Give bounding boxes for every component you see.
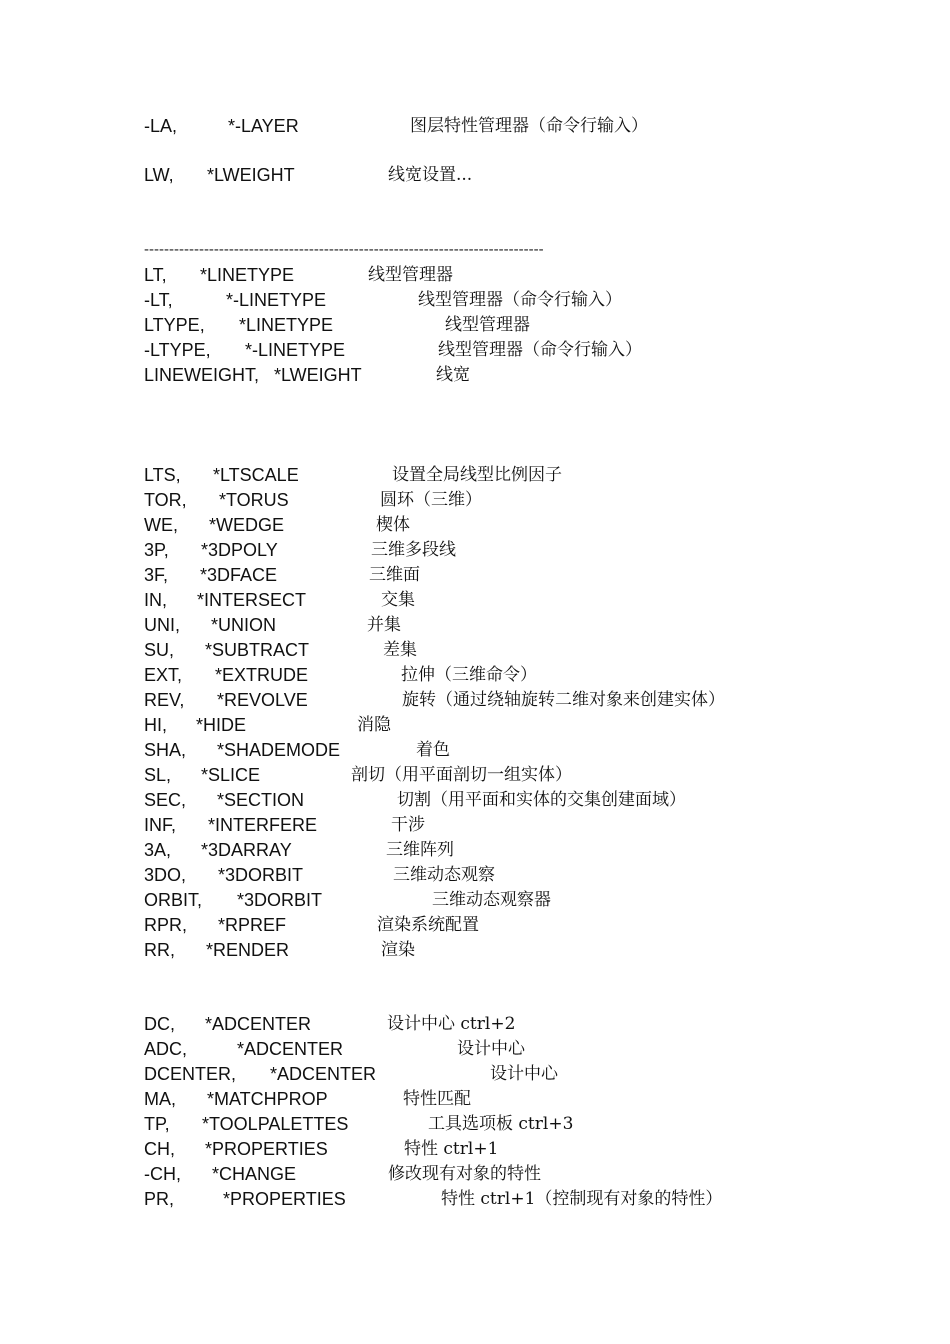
command-alias: 3DO, xyxy=(144,865,187,885)
command-alias: IN, xyxy=(144,590,168,610)
command-alias: WE, xyxy=(144,515,178,535)
command-description: 设计中心 ctrl+2 xyxy=(387,1014,516,1034)
command-row xyxy=(0,888,950,912)
command-description: 干涉 xyxy=(391,815,425,835)
command-description: 三维多段线 xyxy=(371,540,456,560)
command-alias: REV, xyxy=(144,690,185,710)
command-description: 线型管理器 xyxy=(368,265,453,285)
command-name: *RENDER xyxy=(206,940,290,960)
command-description: 设计中心 xyxy=(490,1064,558,1084)
command-name: *3DORBIT xyxy=(218,865,304,885)
command-alias: 3A, xyxy=(144,840,172,860)
command-description: 工具选项板 ctrl+3 xyxy=(428,1114,574,1134)
command-name: *LWEIGHT xyxy=(274,365,362,385)
command-alias: SU, xyxy=(144,640,175,660)
command-row xyxy=(0,738,950,762)
command-description: 差集 xyxy=(383,640,417,660)
command-row xyxy=(0,838,950,862)
command-name: *LINETYPE xyxy=(239,315,334,335)
command-row xyxy=(0,613,950,637)
command-description: 三维动态观察器 xyxy=(432,890,551,910)
command-alias: LW, xyxy=(144,165,174,185)
command-row xyxy=(0,1012,950,1036)
command-alias: ORBIT, xyxy=(144,890,203,910)
command-name: *HIDE xyxy=(196,715,247,735)
command-description: 楔体 xyxy=(376,515,410,535)
command-name: *-LINETYPE xyxy=(226,290,327,310)
command-alias: -LT, xyxy=(144,290,173,310)
command-row xyxy=(0,114,950,138)
command-description: 剖切（用平面剖切一组实体） xyxy=(351,765,572,785)
command-name: *PROPERTIES xyxy=(223,1189,346,1209)
command-row xyxy=(0,913,950,937)
command-name: *SHADEMODE xyxy=(217,740,341,760)
command-name: *3DFACE xyxy=(200,565,278,585)
command-row xyxy=(0,1162,950,1186)
command-row xyxy=(0,638,950,662)
command-row xyxy=(0,263,950,287)
command-alias: ADC, xyxy=(144,1039,188,1059)
command-row xyxy=(0,938,950,962)
command-alias: DCENTER, xyxy=(144,1064,237,1084)
command-name: *TORUS xyxy=(219,490,289,510)
command-row xyxy=(0,563,950,587)
command-description: 渲染 xyxy=(381,940,415,960)
command-row xyxy=(0,1187,950,1211)
command-alias: LTS, xyxy=(144,465,181,485)
command-row xyxy=(0,863,950,887)
command-row xyxy=(0,663,950,687)
command-description: 三维动态观察 xyxy=(393,865,495,885)
command-name: *REVOLVE xyxy=(217,690,308,710)
command-name: *INTERFERE xyxy=(208,815,318,835)
command-description: 消隐 xyxy=(357,715,391,735)
command-row xyxy=(0,288,950,312)
command-alias: UNI, xyxy=(144,615,180,635)
command-description: 图层特性管理器（命令行输入） xyxy=(410,116,648,136)
command-name: *SECTION xyxy=(217,790,305,810)
command-description: 并集 xyxy=(367,615,401,635)
command-alias: RPR, xyxy=(144,915,188,935)
command-row xyxy=(0,363,950,387)
command-name: *WEDGE xyxy=(209,515,285,535)
command-name: *LTSCALE xyxy=(213,465,299,485)
command-row xyxy=(0,1087,950,1111)
command-alias: PR, xyxy=(144,1189,175,1209)
command-description: 线宽设置... xyxy=(388,165,473,185)
command-name: *LWEIGHT xyxy=(207,165,295,185)
command-description: 设计中心 xyxy=(457,1039,525,1059)
command-row xyxy=(0,1037,950,1061)
command-name: *-LINETYPE xyxy=(245,340,346,360)
command-alias: SL, xyxy=(144,765,172,785)
command-description: 设置全局线型比例因子 xyxy=(392,465,562,485)
command-name: *TOOLPALETTES xyxy=(202,1114,349,1134)
command-alias: CH, xyxy=(144,1139,175,1159)
command-description: 线型管理器 xyxy=(445,315,530,335)
command-description: 特性 ctrl+1（控制现有对象的特性） xyxy=(441,1189,723,1209)
command-description: 切割（用平面和实体的交集创建面域） xyxy=(397,790,686,810)
command-row xyxy=(0,1137,950,1161)
command-row xyxy=(0,513,950,537)
command-description: 拉伸（三维命令） xyxy=(401,665,537,685)
command-alias: TP, xyxy=(144,1114,170,1134)
command-name: *SUBTRACT xyxy=(205,640,310,660)
command-name: *CHANGE xyxy=(212,1164,297,1184)
command-alias: TOR, xyxy=(144,490,187,510)
command-row xyxy=(0,1062,950,1086)
command-description: 圆环（三维） xyxy=(380,490,482,510)
command-alias: DC, xyxy=(144,1014,175,1034)
command-description: 交集 xyxy=(381,590,415,610)
command-name: *INTERSECT xyxy=(197,590,307,610)
command-alias: EXT, xyxy=(144,665,183,685)
command-row xyxy=(0,788,950,812)
command-description: 线型管理器（命令行输入） xyxy=(438,340,642,360)
command-row xyxy=(0,688,950,712)
command-name: *RPREF xyxy=(218,915,287,935)
command-description: 特性匹配 xyxy=(403,1089,471,1109)
command-row xyxy=(0,813,950,837)
command-row xyxy=(0,313,950,337)
command-alias: 3F, xyxy=(144,565,169,585)
command-alias: 3P, xyxy=(144,540,169,560)
command-row xyxy=(0,538,950,562)
separator-line: -------------------------------------------------------------------------------- xyxy=(144,241,544,258)
command-name: *-LAYER xyxy=(228,116,299,136)
command-alias: SHA, xyxy=(144,740,187,760)
command-alias: LINEWEIGHT, xyxy=(144,365,260,385)
command-name: *SLICE xyxy=(201,765,261,785)
command-name: *3DORBIT xyxy=(237,890,323,910)
command-alias: -LA, xyxy=(144,116,178,136)
command-row xyxy=(0,488,950,512)
command-name: *3DARRAY xyxy=(201,840,292,860)
command-name: *PROPERTIES xyxy=(205,1139,328,1159)
command-name: *ADCENTER xyxy=(237,1039,344,1059)
command-name: *MATCHPROP xyxy=(207,1089,328,1109)
command-row xyxy=(0,713,950,737)
command-alias: RR, xyxy=(144,940,175,960)
command-alias: INF, xyxy=(144,815,177,835)
command-description: 线型管理器（命令行输入） xyxy=(418,290,622,310)
command-row xyxy=(0,163,950,187)
command-description: 修改现有对象的特性 xyxy=(388,1164,541,1184)
command-alias: MA, xyxy=(144,1089,177,1109)
command-row xyxy=(0,763,950,787)
command-alias: -LTYPE, xyxy=(144,340,211,360)
command-description: 着色 xyxy=(416,740,450,760)
command-name: *EXTRUDE xyxy=(215,665,309,685)
command-description: 三维面 xyxy=(369,565,420,585)
command-alias: HI, xyxy=(144,715,168,735)
command-name: *ADCENTER xyxy=(205,1014,312,1034)
command-description: 线宽 xyxy=(436,365,470,385)
command-description: 特性 ctrl+1 xyxy=(404,1139,499,1159)
command-row xyxy=(0,463,950,487)
command-description: 三维阵列 xyxy=(386,840,454,860)
command-description: 渲染系统配置 xyxy=(377,915,479,935)
command-name: *UNION xyxy=(211,615,277,635)
command-name: *LINETYPE xyxy=(200,265,295,285)
command-row xyxy=(0,588,950,612)
command-alias: -CH, xyxy=(144,1164,181,1184)
command-alias: LT, xyxy=(144,265,167,285)
command-row xyxy=(0,338,950,362)
command-name: *3DPOLY xyxy=(201,540,278,560)
command-alias: SEC, xyxy=(144,790,187,810)
command-name: *ADCENTER xyxy=(270,1064,377,1084)
command-description: 旋转（通过绕轴旋转二维对象来创建实体） xyxy=(402,690,725,710)
command-alias: LTYPE, xyxy=(144,315,205,335)
command-row xyxy=(0,1112,950,1136)
